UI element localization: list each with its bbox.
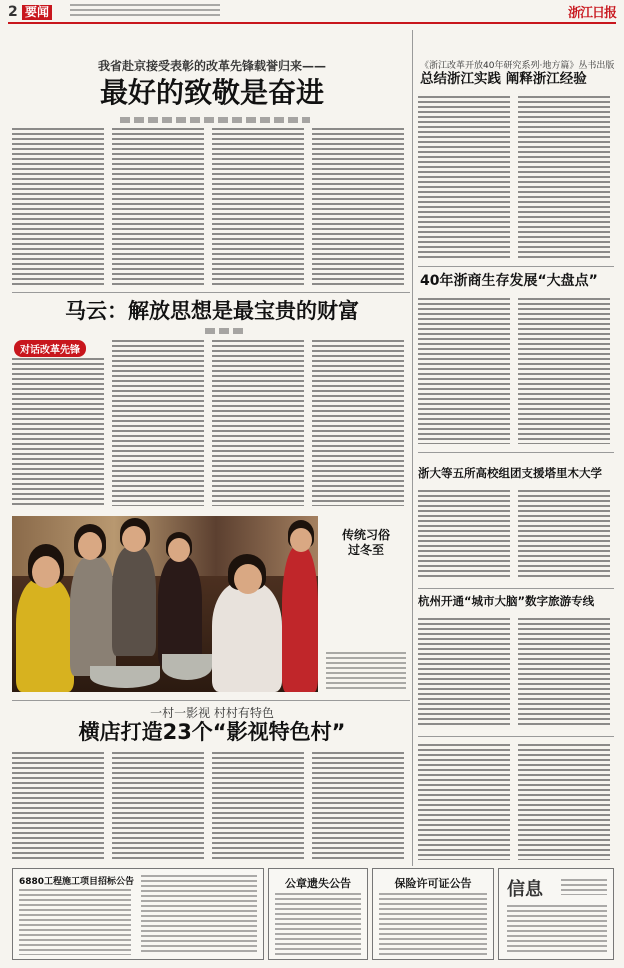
ad-tender-notice <box>12 868 264 960</box>
lead-text-col-1 <box>12 128 104 288</box>
sidebar-story4-col-2 <box>518 618 610 728</box>
sidebar-story3-col-1 <box>418 490 510 580</box>
lead-text-col-3 <box>212 128 304 288</box>
second-headline: 马云：解放思想是最宝贵的财富 <box>65 299 359 323</box>
lead-kicker: 我省赴京接受表彰的改革先锋载誉归来—— <box>97 59 326 73</box>
third-text-col-1 <box>12 752 104 860</box>
ad-info <box>498 868 614 960</box>
sidebar-story4-col-1 <box>418 618 510 728</box>
third-text-col-4 <box>312 752 404 860</box>
sidebar-story2-col-1 <box>418 298 510 444</box>
ad-seal-lost <box>268 868 368 960</box>
page-number: 2 <box>8 4 18 20</box>
ad-text <box>379 893 487 955</box>
sidebar-story5-col-1 <box>418 744 510 860</box>
ad-text <box>275 893 361 955</box>
third-headline: 横店打造23个“影视特色村” <box>78 720 346 744</box>
second-byline <box>205 328 245 334</box>
section-label: 要闻 <box>22 5 52 20</box>
sidebar-story5-col-2 <box>518 744 610 860</box>
lead-text-col-4 <box>312 128 404 288</box>
ad-text <box>507 905 607 955</box>
second-text-col-2 <box>112 340 204 506</box>
ad-seal-title: 公章遗失公告 <box>285 877 351 890</box>
third-text-col-3 <box>212 752 304 860</box>
lead-headline: 最好的致敬是奋进 <box>99 76 324 109</box>
ad-text <box>19 889 131 955</box>
masthead-rule <box>8 22 616 24</box>
caption-line-1: 传统习俗 <box>341 528 390 542</box>
divider <box>418 588 614 589</box>
ad-text <box>561 879 607 895</box>
photo-caption-title <box>326 528 406 558</box>
divider <box>418 736 614 737</box>
second-text-col-1 <box>12 358 104 506</box>
newspaper-logo: 浙江日报 <box>567 6 616 21</box>
sidebar-story2-col-2 <box>518 298 610 444</box>
divider <box>418 266 614 267</box>
divider <box>12 700 410 701</box>
divider <box>418 452 614 453</box>
sidebar-story3-title: 浙大等五所高校组团支援塔里木大学 <box>418 466 602 480</box>
third-text-col-2 <box>112 752 204 860</box>
lead-byline <box>120 117 310 123</box>
column-label: 对话改革先锋 <box>14 340 86 357</box>
sidebar-story1-title: 总结浙江实践 阐释浙江经验 <box>420 71 587 87</box>
third-kicker: 一村一影视 村村有特色 <box>150 706 274 720</box>
divider <box>12 292 410 293</box>
ad-info-title: 信息 <box>507 879 543 900</box>
sidebar-story4-title: 杭州开通“城市大脑”数字旅游专线 <box>418 594 595 608</box>
news-photo <box>12 516 318 692</box>
sidebar-story1-col-2 <box>518 96 610 260</box>
second-text-col-4 <box>312 340 404 506</box>
lead-text-col-2 <box>112 128 204 288</box>
sidebar-story1-col-1 <box>418 96 510 260</box>
sidebar-story3-col-2 <box>518 490 610 580</box>
masthead-dateline <box>70 4 220 18</box>
second-text-col-3 <box>212 340 304 506</box>
sidebar-kicker: 《浙江改革开放40年研究系列·地方篇》丛书出版 <box>420 61 615 71</box>
ad-insurance-title: 保险许可证公告 <box>394 877 472 890</box>
ad-text <box>141 875 257 955</box>
photo-caption-text <box>326 652 406 692</box>
column-divider <box>412 30 413 866</box>
sidebar-story2-title: 40年浙商生存发展“大盘点” <box>420 273 598 289</box>
ad-insurance <box>372 868 494 960</box>
caption-line-2: 过冬至 <box>347 543 384 557</box>
ad-tender-title: 6880工程施工项目招标公告 <box>19 877 135 887</box>
